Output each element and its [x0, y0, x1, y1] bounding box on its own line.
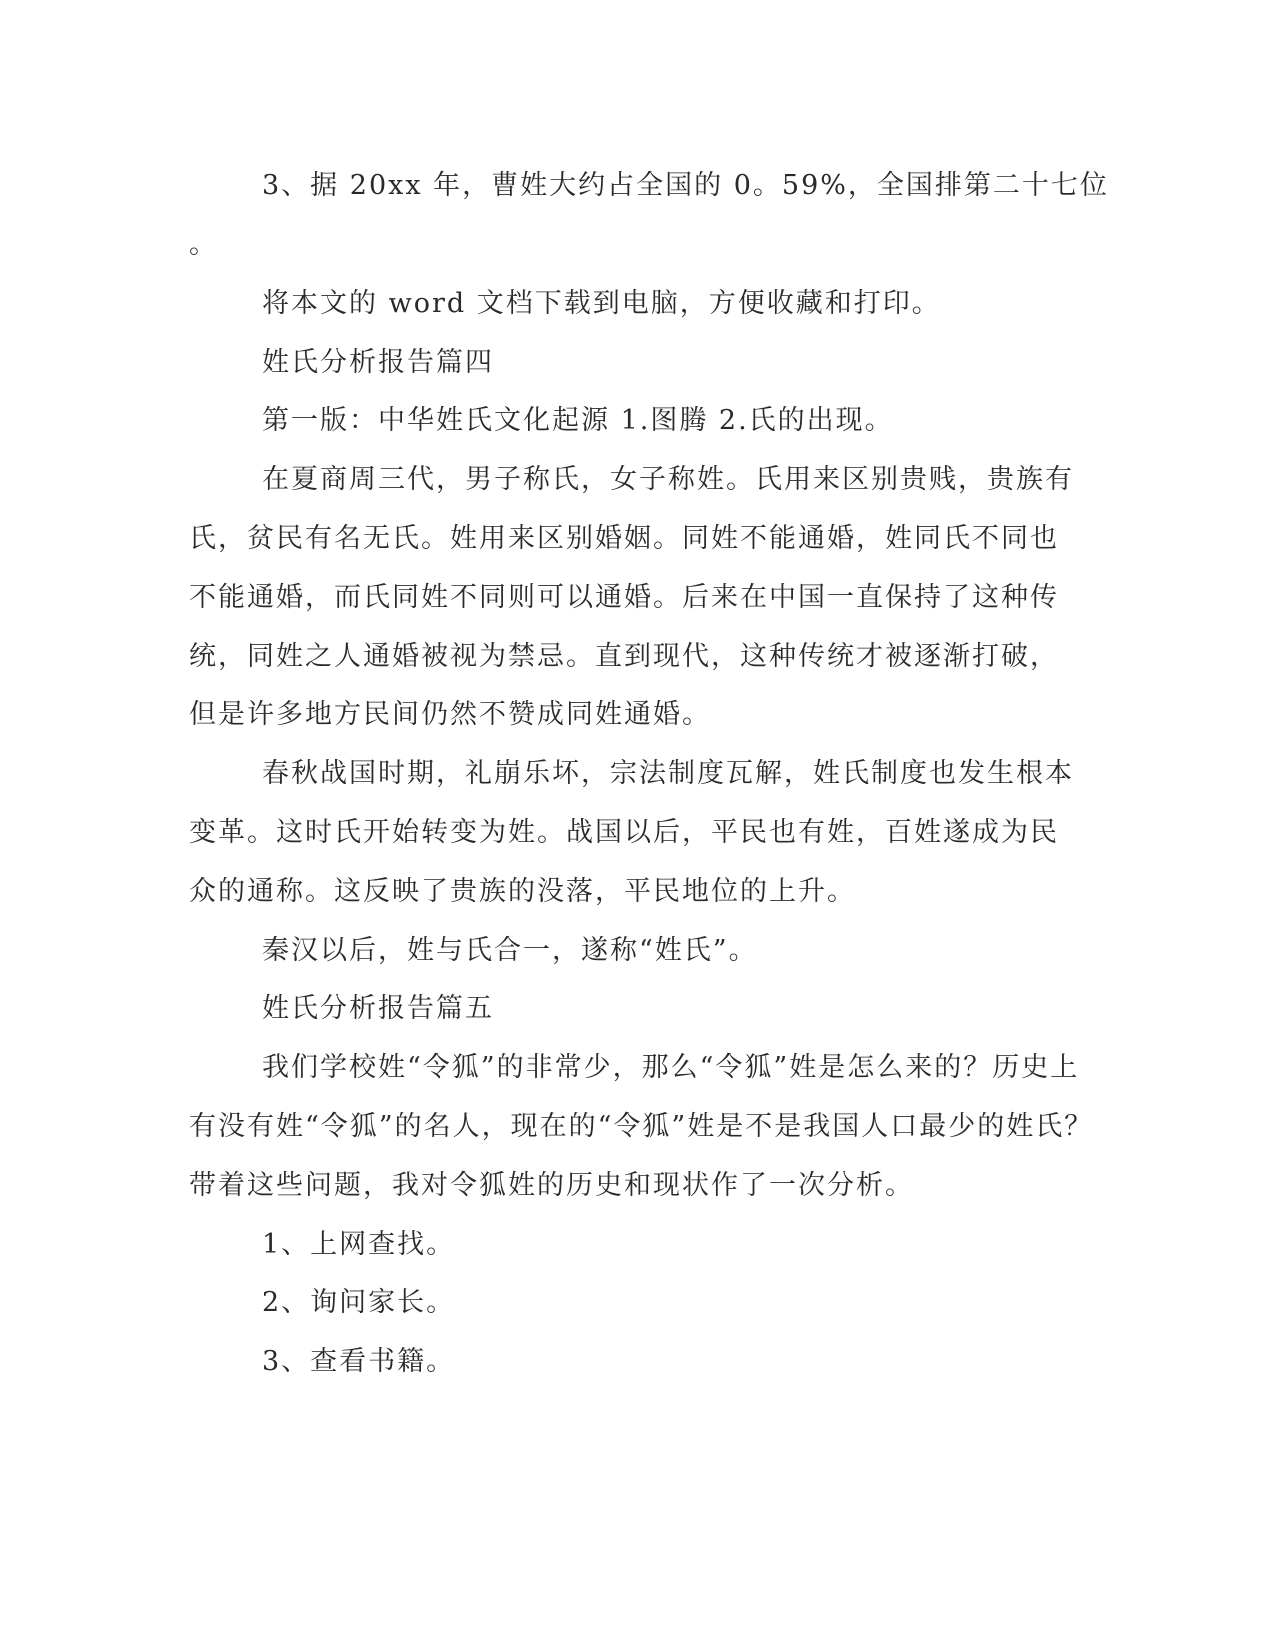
- list-item: 1、上网查找。: [262, 1229, 456, 1260]
- text-line: 将本文的 word 文档下载到电脑，方便收藏和打印。: [262, 288, 941, 319]
- text-line: 统，同姓之人通婚被视为禁忌。直到现代，这种传统才被逐渐打破，: [189, 641, 1059, 672]
- text-line: 但是许多地方民间仍然不赞成同姓通婚。: [189, 699, 711, 730]
- text-line: 有没有姓“令狐”的名人，现在的“令狐”姓是不是我国人口最少的姓氏？: [189, 1111, 1094, 1142]
- text-line: 我们学校姓“令狐”的非常少，那么“令狐”姓是怎么来的？历史上: [262, 1052, 1080, 1083]
- text-line: 众的通称。这反映了贵族的没落，平民地位的上升。: [189, 876, 856, 907]
- text-line: 3、据 20xx 年，曹姓大约占全国的 0。59%，全国排第二十七位: [262, 170, 1109, 201]
- text-line: 春秋战国时期，礼崩乐坏，宗法制度瓦解，姓氏制度也发生根本: [262, 758, 1074, 789]
- text-line: 第一版：中华姓氏文化起源 1.图腾 2.氏的出现。: [262, 405, 894, 436]
- list-item: 3、查看书籍。: [262, 1346, 456, 1377]
- text-line: 带着这些问题，我对令狐姓的历史和现状作了一次分析。: [189, 1170, 914, 1201]
- text-line: 在夏商周三代，男子称氏，女子称姓。氏用来区别贵贱，贵族有: [262, 464, 1074, 495]
- text-line: 氏，贫民有名无氏。姓用来区别婚姻。同姓不能通婚，姓同氏不同也: [189, 523, 1059, 554]
- section-heading: 姓氏分析报告篇四: [262, 347, 494, 378]
- text-line: 不能通婚，而氏同姓不同则可以通婚。后来在中国一直保持了这种传: [189, 582, 1059, 613]
- section-heading: 姓氏分析报告篇五: [262, 993, 494, 1024]
- list-item: 2、询问家长。: [262, 1287, 456, 1318]
- text-line: 变革。这时氏开始转变为姓。战国以后，平民也有姓，百姓遂成为民: [189, 817, 1059, 848]
- text-line: 秦汉以后，姓与氏合一，遂称“姓氏”。: [262, 935, 758, 966]
- text-line: 。: [189, 229, 218, 260]
